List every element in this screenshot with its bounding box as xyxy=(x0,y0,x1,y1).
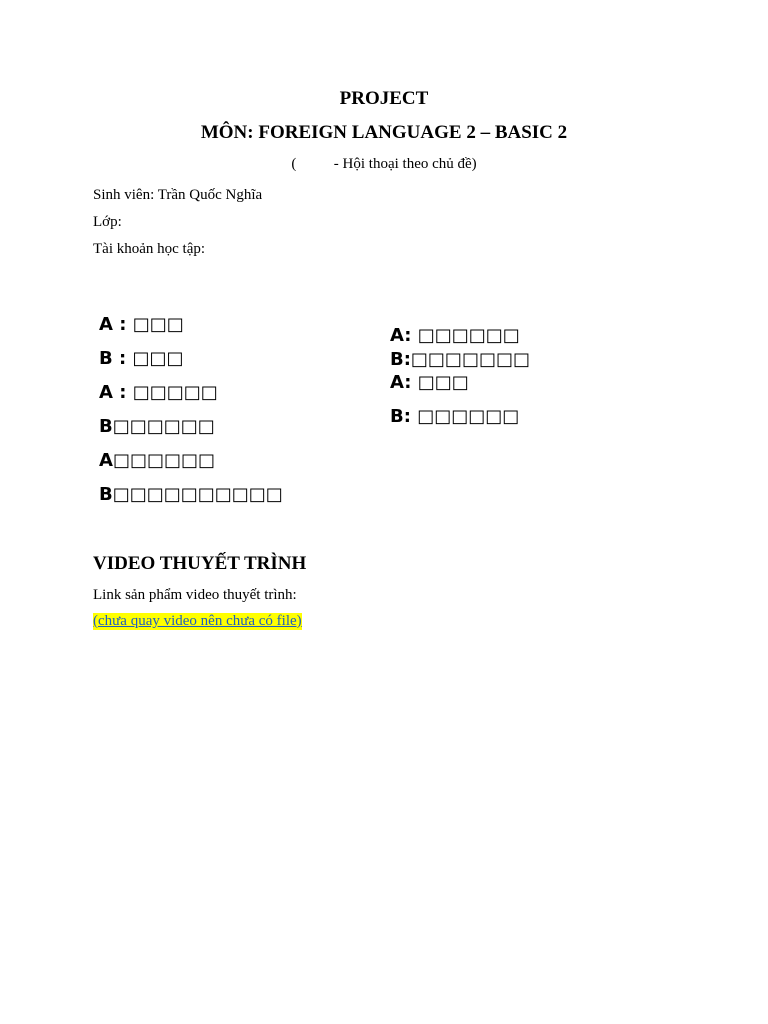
speaker-label: B xyxy=(99,484,113,505)
dialogue-line xyxy=(99,382,218,404)
account-label: Tài khoản học tập: xyxy=(93,241,206,257)
student-name: Sinh viên: Trần Quốc Nghĩa xyxy=(93,187,263,203)
topic-subtitle: ( - Hội thoại theo chủ đề) xyxy=(291,156,477,172)
dialogue-text: □□□ xyxy=(132,348,184,369)
dialogue-line xyxy=(99,484,283,506)
document-title: PROJECT xyxy=(339,88,429,109)
dialogue-text: □□□ xyxy=(132,314,184,335)
speaker-label: A : xyxy=(99,382,127,403)
dialogue-text: □□□□□□ xyxy=(411,325,520,346)
speaker-label: A : xyxy=(99,314,127,335)
class-label: Lớp: xyxy=(93,214,122,230)
subject-title: MÔN: FOREIGN LANGUAGE 2 – BASIC 2 xyxy=(200,122,568,143)
video-section-heading: VIDEO THUYẾT TRÌNH xyxy=(93,553,307,574)
dialogue-text: □□□ xyxy=(411,372,469,393)
dialogue-line xyxy=(390,349,530,371)
speaker-label: A: xyxy=(390,372,412,393)
speaker-label: A xyxy=(99,450,113,471)
dialogue-line xyxy=(99,450,215,472)
dialogue-text: □□□□□□ xyxy=(112,416,215,437)
speaker-label: B: xyxy=(390,349,411,370)
speaker-label: B xyxy=(99,416,113,437)
video-file-link[interactable]: (chưa quay video nên chưa có file) xyxy=(93,613,302,629)
speaker-label: B : xyxy=(99,348,127,369)
dialogue-text: □□□□□□ xyxy=(410,406,520,427)
dialogue-text: □□□□□□□ xyxy=(410,349,530,370)
dialogue-text: □□□□□□□□□□ xyxy=(112,484,283,505)
dialogue-line xyxy=(390,325,520,347)
dialogue-line xyxy=(99,348,184,370)
video-link-label: Link sản phẩm video thuyết trình: xyxy=(93,587,297,603)
dialogue-line xyxy=(390,406,519,428)
speaker-label: B: xyxy=(390,406,411,427)
dialogue-line xyxy=(99,314,184,336)
dialogue-line xyxy=(99,416,215,438)
speaker-label: A: xyxy=(390,325,412,346)
dialogue-text: □□□□□□ xyxy=(112,450,215,471)
dialogue-line xyxy=(390,372,469,394)
dialogue-text: □□□□□ xyxy=(132,382,218,403)
